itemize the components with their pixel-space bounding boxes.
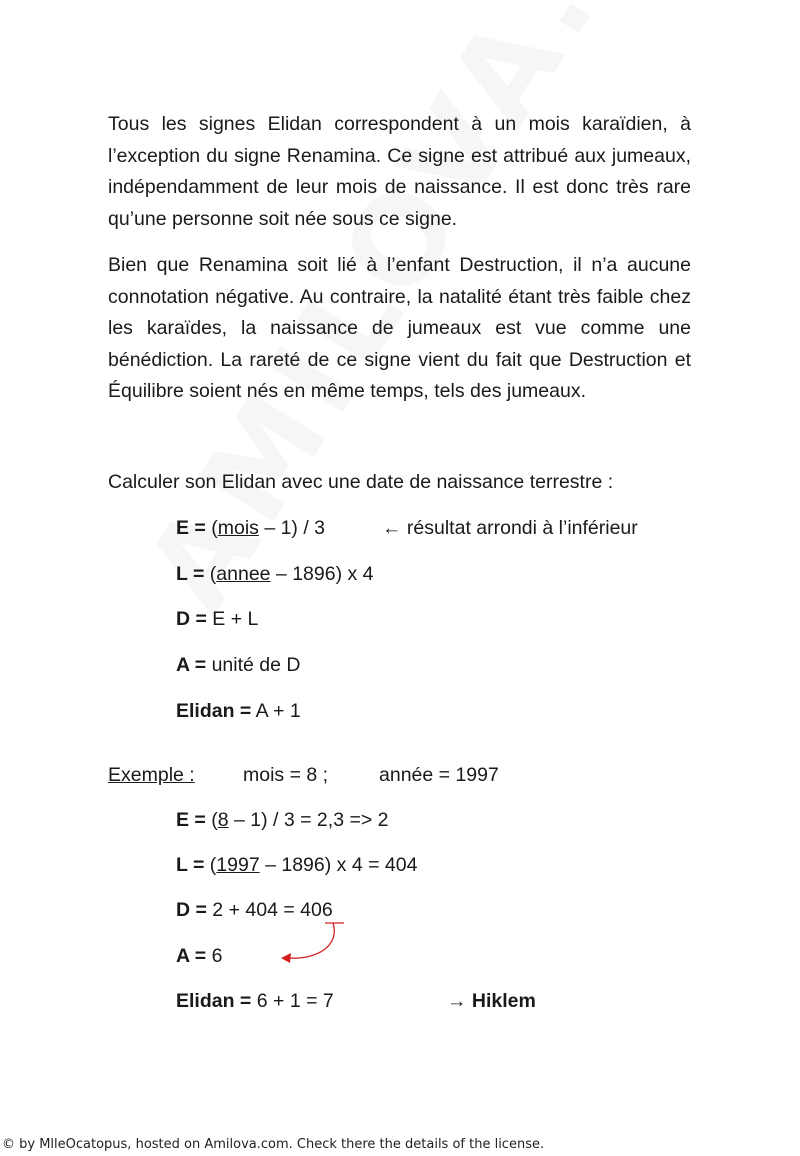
formula-a-rest: unité de D: [206, 654, 301, 676]
example-e-label: E =: [176, 809, 206, 831]
example-label: Exemple :: [108, 764, 195, 786]
example-d-label: D =: [176, 899, 207, 921]
formula-e-rest: – 1) / 3: [258, 517, 326, 539]
example-mois: mois = 8 ;: [243, 764, 329, 786]
example-a-rest: 6: [206, 945, 223, 967]
formula-l-rest: – 1896) x 4: [270, 563, 374, 585]
example-a-label: A =: [176, 945, 207, 967]
formula-elidan-rest: A + 1: [251, 700, 301, 722]
formula-e-label: E =: [176, 517, 206, 539]
formula-a-line: [176, 651, 300, 679]
formula-e-note: ← résultat arrondi à l’inférieur: [382, 517, 638, 539]
formula-elidan-line: [176, 697, 301, 725]
example-e-line: [176, 806, 389, 834]
example-l-open: (: [204, 854, 217, 876]
result-arrow-icon: →: [447, 990, 472, 1012]
example-e-open: (: [205, 809, 218, 831]
formula-intro: Calculer son Elidan avec une date de naissance terrestre :: [108, 471, 614, 493]
example-l-label: L =: [176, 854, 205, 876]
example-l-rest: – 1896) x 4 = 404: [259, 854, 418, 876]
formula-l-open: (: [204, 563, 217, 585]
example-d-rest: 2 + 404 = 40: [206, 899, 322, 921]
paragraph-renamina-intro: Tous les signes Elidan correspondent à un mois karaïdien, à l’exception du signe Renamina. Ce signe est attribué aux jumeaux, indépendamment de leur mois de naissance. Il est donc très rare qu’une personne soit née sous ce signe.: [108, 113, 691, 230]
example-annee: année = 1997: [379, 764, 499, 786]
formula-l-label: L =: [176, 563, 205, 585]
example-elidan-line: [176, 987, 334, 1015]
formula-d-label: D =: [176, 608, 207, 630]
formula-d-rest: E + L: [206, 608, 259, 630]
formula-e-var: mois: [217, 517, 259, 539]
formula-d-line: [176, 605, 258, 633]
example-result-name: Hiklem: [471, 990, 536, 1012]
formula-l-line: [176, 560, 374, 588]
formula-a-label: A =: [176, 654, 207, 676]
formula-e-line: [176, 514, 325, 542]
example-elidan-label: Elidan =: [176, 990, 252, 1012]
formula-elidan-label: Elidan =: [176, 700, 252, 722]
arrow-head-icon: [281, 953, 291, 963]
example-a-line: [176, 942, 222, 970]
formula-l-var: annee: [216, 563, 271, 585]
example-result: [447, 987, 536, 1015]
example-e-var: 8: [217, 809, 229, 831]
paragraph-renamina-meaning: Bien que Renamina soit lié à l’enfant Destruction, il n’a aucune connotation négative. Au contraire, la natalité étant très faible chez les karaïdes, la naissance de jumeaux est vue comme une bénédiction. La rareté de ce signe vient du fait que Destruction et Équilibre soient nés en même temps, tels des jumeaux.: [108, 254, 691, 402]
example-d-line: [176, 896, 333, 924]
example-e-rest: – 1) / 3 = 2,3 => 2: [228, 809, 389, 831]
example-l-var: 1997: [216, 854, 260, 876]
license-footer: © by MlleOcatopus, hosted on Amilova.com. Check there the details of the license.: [2, 1137, 545, 1152]
formula-e-open: (: [205, 517, 218, 539]
example-l-line: [176, 851, 417, 879]
example-d-units-digit: 6: [321, 899, 333, 921]
example-elidan-rest: 6 + 1 = 7: [251, 990, 334, 1012]
units-digit-curve-arrow: [288, 923, 334, 958]
